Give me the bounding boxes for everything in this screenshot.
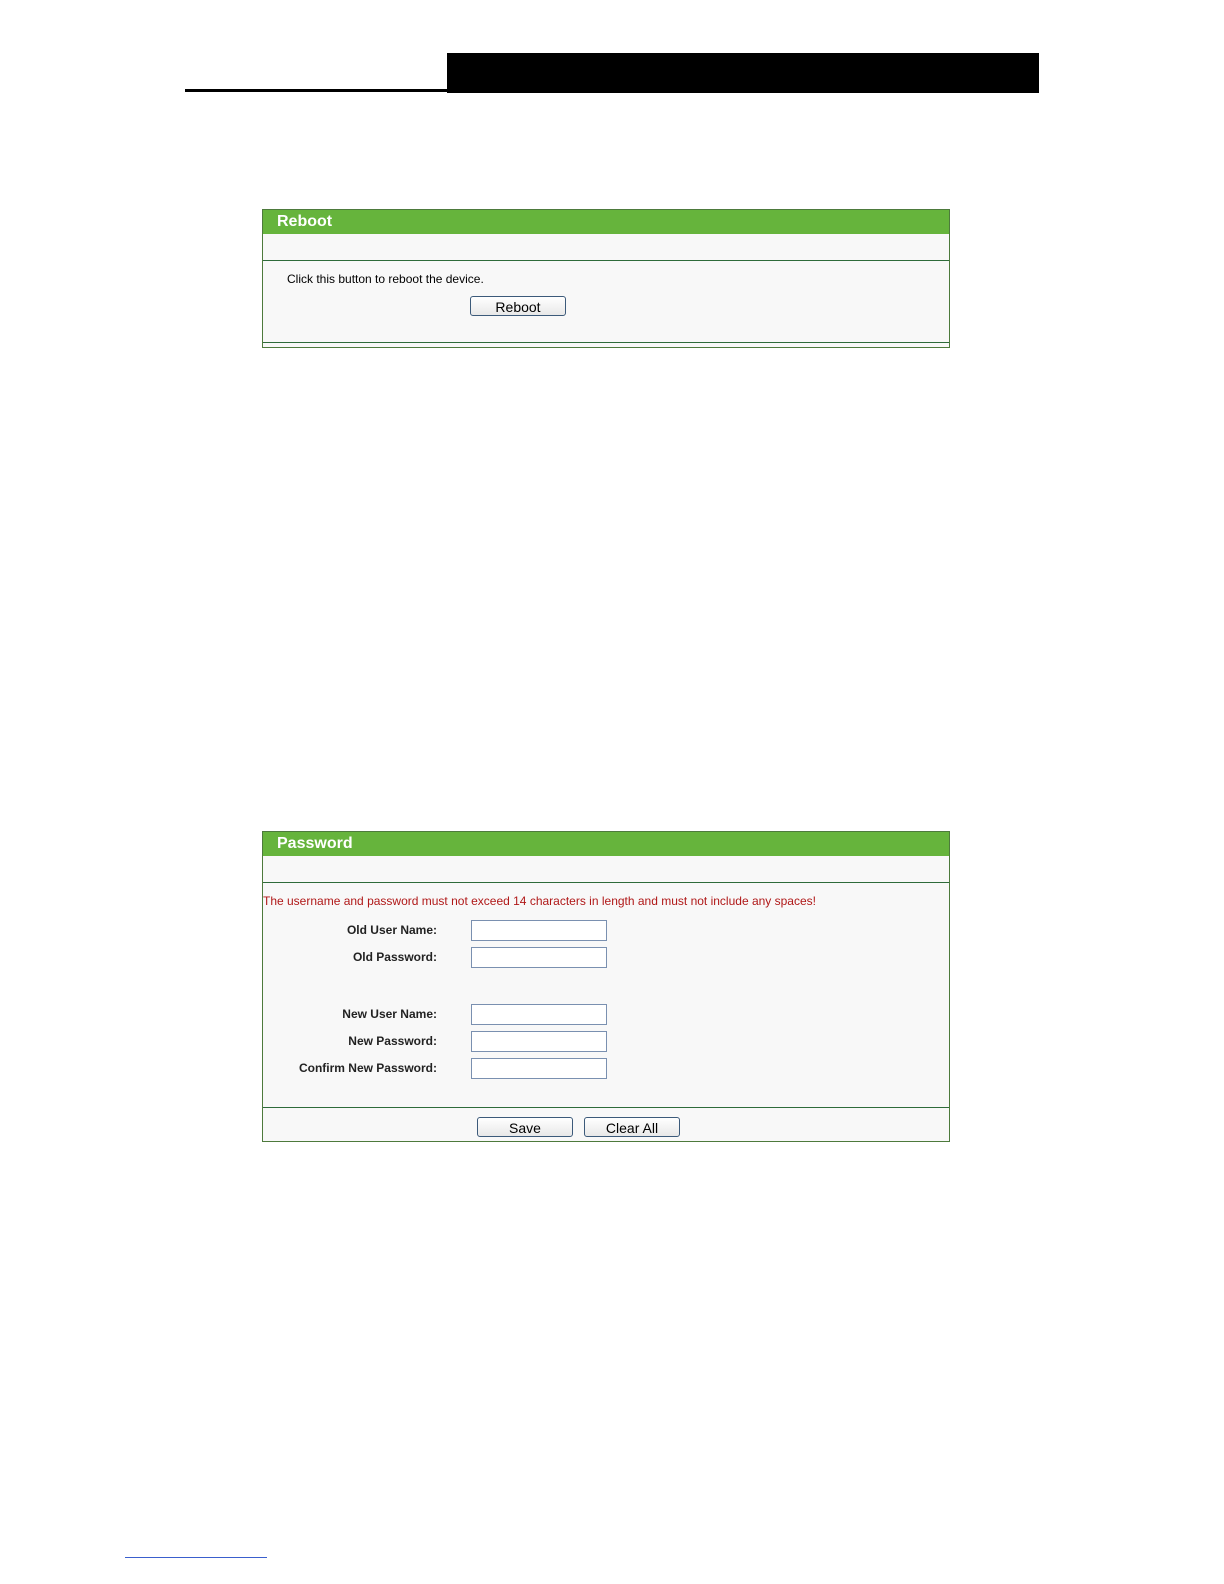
new-password-label: New Password: — [348, 1034, 437, 1048]
confirm-new-password-label: Confirm New Password: — [298, 1061, 437, 1075]
clear-all-button[interactable]: Clear All — [584, 1117, 680, 1137]
header-rule — [185, 89, 447, 92]
new-user-name-input[interactable] — [471, 1004, 607, 1025]
password-panel — [262, 831, 950, 1142]
confirm-new-password-input[interactable] — [471, 1058, 607, 1079]
footer-link-rule — [125, 1557, 267, 1558]
new-user-name-label: New User Name: — [342, 1007, 437, 1021]
reboot-panel-subheader — [263, 234, 949, 261]
header-bar — [447, 53, 1039, 93]
old-password-label: Old Password: — [352, 950, 437, 964]
old-user-name-input[interactable] — [471, 920, 607, 941]
old-password-input[interactable] — [471, 947, 607, 968]
save-button[interactable]: Save — [477, 1117, 573, 1137]
reboot-panel — [262, 209, 950, 348]
reboot-panel-title: Reboot — [263, 210, 949, 234]
password-panel-title: Password — [263, 832, 949, 856]
new-password-input[interactable] — [471, 1031, 607, 1052]
password-panel-divider — [263, 1107, 949, 1108]
password-warning: The username and password must not exceed 14 characters in length and must not include any spaces! — [263, 894, 816, 908]
old-user-name-label: Old User Name: — [346, 923, 437, 937]
reboot-instruction: Click this button to reboot the device. — [287, 272, 484, 286]
password-panel-subheader — [263, 856, 949, 883]
reboot-panel-footer-rule — [263, 342, 949, 343]
reboot-button[interactable]: Reboot — [470, 296, 566, 316]
